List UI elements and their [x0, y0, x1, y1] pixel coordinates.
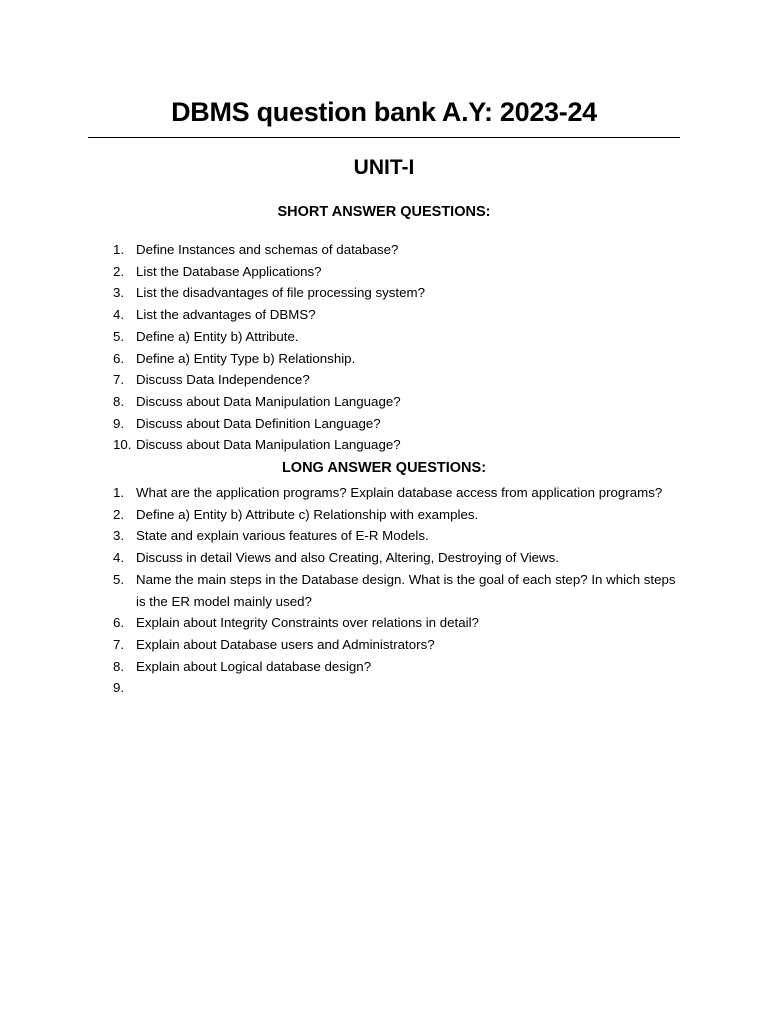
question-number: 7.	[113, 636, 125, 652]
question-text: Define Instances and schemas of database?	[136, 242, 399, 257]
question-number: 4.	[113, 550, 125, 566]
question-number: 8.	[113, 393, 125, 409]
question-text: Name the main steps in the Database design. What is the goal of each step? In which steps is the ER model mainly used?	[136, 571, 676, 609]
question-text: Define a) Entity b) Attribute.	[136, 328, 299, 344]
question-text: State and explain various features of E-R Models.	[136, 528, 429, 544]
question-number: 5.	[113, 328, 125, 344]
unit-heading: UNIT-I	[353, 156, 415, 179]
long-question-item	[0, 504, 768, 526]
long-question-item	[0, 525, 768, 547]
question-number: 1.	[113, 242, 125, 257]
long-answer-list	[0, 482, 768, 699]
long-question-item	[0, 547, 768, 569]
question-number: 4.	[113, 307, 125, 323]
short-answer-list	[0, 239, 768, 456]
short-question-item	[0, 304, 768, 326]
question-number: 3.	[113, 285, 125, 301]
question-number: 3.	[113, 528, 125, 544]
question-text: List the advantages of DBMS?	[136, 307, 316, 323]
question-number: 5.	[113, 571, 125, 587]
question-number: 7.	[113, 372, 125, 388]
question-text: Discuss in detail Views and also Creating, Altering, Destroying of Views.	[136, 550, 560, 566]
long-question-item	[0, 656, 768, 678]
question-text: Explain about Database users and Administrators?	[136, 636, 435, 652]
short-question-item	[0, 348, 768, 370]
question-text: Explain about Integrity Constraints over relations in detail?	[136, 615, 479, 631]
question-text: Discuss about Data Manipulation Language?	[136, 393, 401, 409]
question-number: 9.	[113, 415, 125, 431]
short-answer-heading: SHORT ANSWER QUESTIONS:	[277, 204, 491, 220]
question-number: 2.	[113, 506, 125, 522]
document-title: DBMS question bank A.Y: 2023-24	[171, 97, 597, 127]
question-text	[136, 677, 676, 699]
question-text: List the disadvantages of file processing system?	[136, 285, 425, 301]
long-question-item	[0, 612, 768, 634]
question-text: Define a) Entity Type b) Relationship.	[136, 350, 356, 366]
question-number: 9.	[113, 680, 125, 696]
question-number: 6.	[113, 615, 125, 631]
question-number: 6.	[113, 350, 125, 366]
question-number: 10.	[113, 437, 132, 453]
question-text: Explain about Logical database design?	[136, 658, 372, 674]
short-question-item	[0, 369, 768, 391]
question-text: Discuss Data Independence?	[136, 372, 310, 388]
short-question-item	[0, 434, 768, 456]
short-question-item	[0, 326, 768, 348]
short-question-item	[0, 413, 768, 435]
short-question-item	[0, 261, 768, 283]
long-answer-heading: LONG ANSWER QUESTIONS:	[281, 460, 487, 476]
question-text: Define a) Entity b) Attribute c) Relationship with examples.	[136, 506, 479, 522]
question-text: Discuss about Data Definition Language?	[136, 415, 381, 431]
long-question-item	[0, 569, 768, 612]
short-question-item	[0, 239, 768, 261]
short-question-item	[0, 391, 768, 413]
question-text: What are the application programs? Explain database access from application programs?	[136, 485, 663, 500]
question-number: 1.	[113, 485, 125, 500]
question-number: 2.	[113, 263, 125, 279]
long-question-item	[0, 677, 768, 699]
long-question-item	[0, 482, 768, 504]
long-question-item	[0, 634, 768, 656]
question-text: List the Database Applications?	[136, 263, 322, 279]
short-question-item	[0, 282, 768, 304]
title-underline	[88, 137, 680, 138]
question-text: Discuss about Data Manipulation Language?	[136, 437, 401, 453]
question-number: 8.	[113, 658, 125, 674]
